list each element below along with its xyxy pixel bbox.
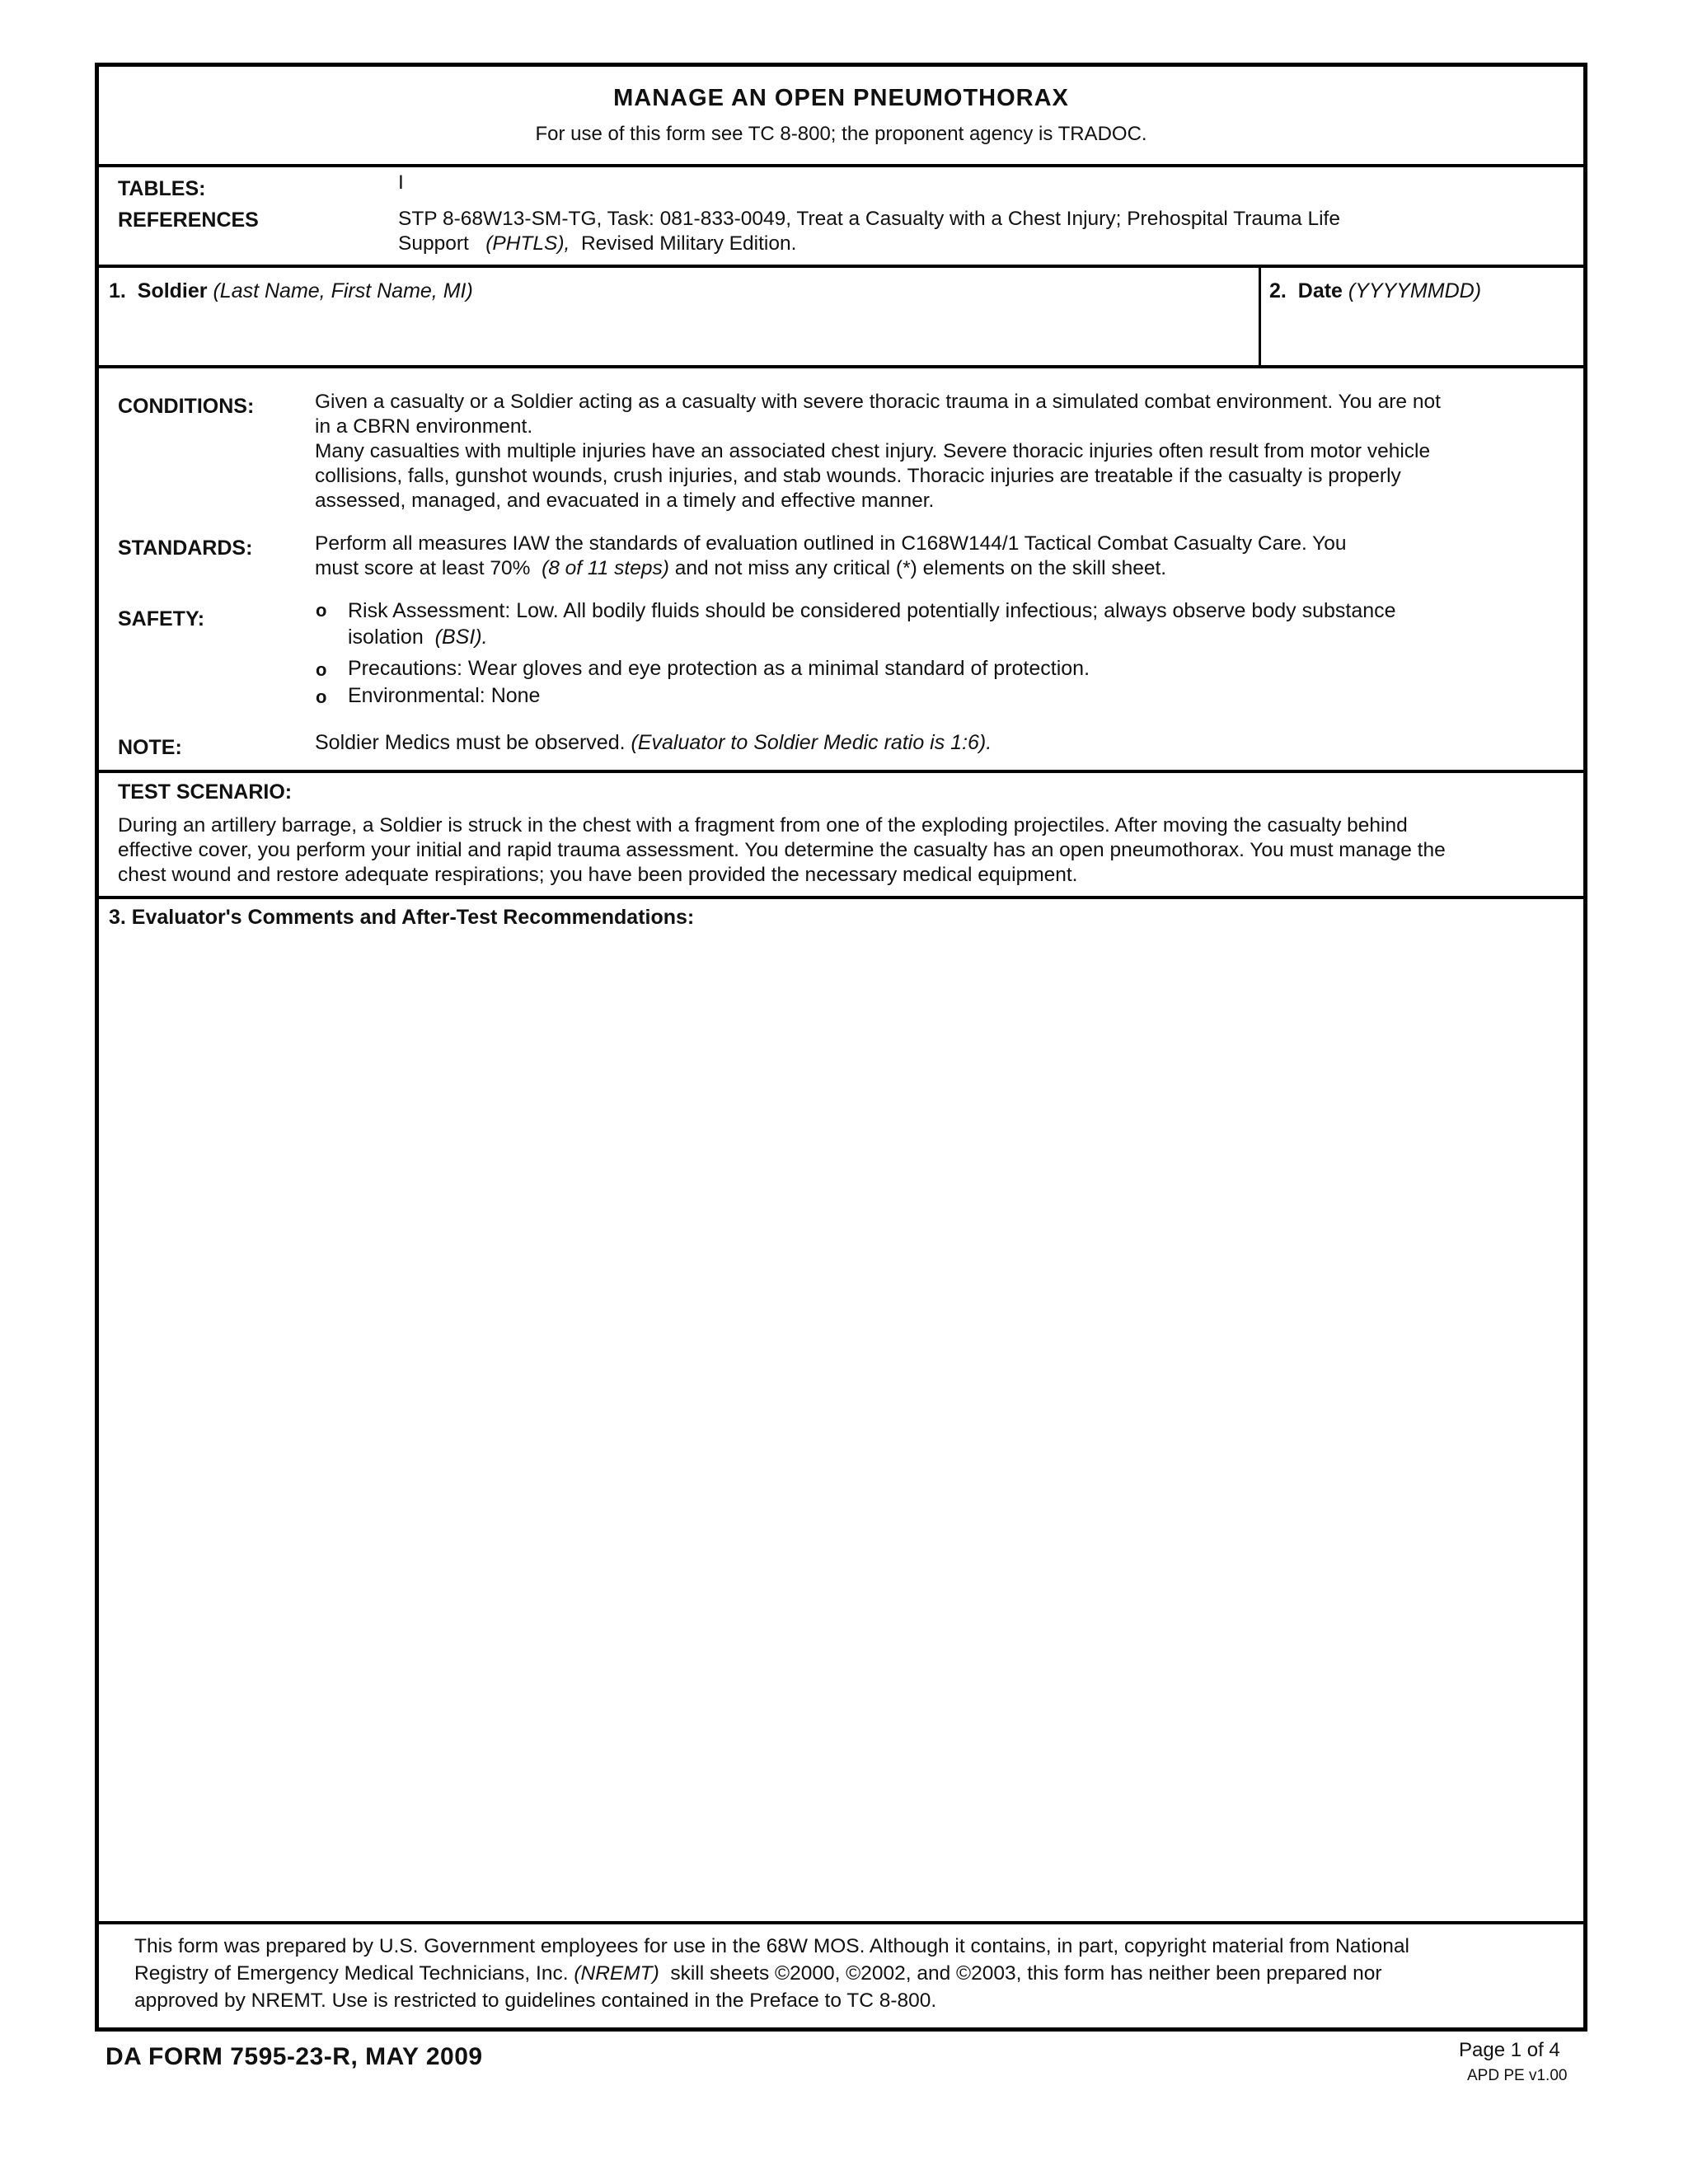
- standards-line2: must score at least 70% (8 of 11 steps) and not miss any critical (*) elements on the skill sheet.: [315, 557, 1167, 579]
- divider: [99, 896, 1583, 899]
- test-scenario-line: effective cover, you perform your initial and rapid trauma assessment. You determine the casualty has an open pneumothorax. You must manage the: [118, 839, 1446, 861]
- safety-risk-line1: Risk Assessment: Low. All bodily fluids should be considered potentially infectious; always observe body substance: [348, 599, 1396, 622]
- divider: [99, 164, 1583, 167]
- divider: [99, 365, 1583, 368]
- form-version: APD PE v1.00: [1467, 2067, 1568, 2084]
- bullet-icon: o: [316, 659, 327, 680]
- conditions-line: assessed, managed, and evacuated in a timely and effective manner.: [315, 490, 935, 512]
- disclaimer-line2: Registry of Emergency Medical Technicians, Inc. (NREMT) skill sheets ©2000, ©2002, and ©2003, this form has neither been prepared nor: [134, 1962, 1382, 1985]
- test-scenario-label: TEST SCENARIO:: [118, 780, 293, 804]
- date-input[interactable]: [1268, 306, 1573, 355]
- references-line2: Support (PHTLS), Revised Military Edition.: [398, 232, 797, 255]
- note-label: NOTE:: [118, 736, 182, 759]
- date-field-label: 2. Date (YYYYMMDD): [1269, 279, 1482, 302]
- safety-risk-line2: isolation (BSI).: [348, 626, 488, 649]
- references-label: REFERENCES: [118, 209, 259, 232]
- tables-label: TABLES:: [118, 177, 206, 200]
- bullet-icon: o: [316, 687, 327, 707]
- test-scenario-line: chest wound and restore adequate respirations; you have been provided the necessary medical equipment.: [118, 864, 1078, 886]
- page-number: Page 1 of 4: [1459, 2039, 1560, 2061]
- conditions-label: CONDITIONS:: [118, 395, 255, 418]
- comments-textarea[interactable]: [106, 937, 1577, 1910]
- test-scenario-line: During an artillery barrage, a Soldier is struck in the chest with a fragment from one of the exploding projectiles. After moving the casualty behind: [118, 814, 1408, 837]
- soldier-field-label: 1. Soldier (Last Name, First Name, MI): [109, 279, 473, 302]
- disclaimer-line3: approved by NREMT. Use is restricted to guidelines contained in the Preface to TC 8-800.: [134, 1990, 937, 2012]
- disclaimer-line1: This form was prepared by U.S. Government employees for use in the 68W MOS. Although it contains, in part, copyright material from National: [134, 1935, 1409, 1957]
- divider: [99, 265, 1583, 268]
- safety-precautions: Precautions: Wear gloves and eye protection as a minimal standard of protection.: [348, 657, 1090, 680]
- divider: [99, 1921, 1583, 1924]
- safety-label: SAFETY:: [118, 607, 205, 630]
- form-frame: [95, 63, 1587, 2032]
- form-id: DA FORM 7595-23-R, MAY 2009: [106, 2043, 483, 2070]
- form-title: MANAGE AN OPEN PNEUMOTHORAX: [613, 85, 1069, 111]
- form-subtitle: For use of this form see TC 8-800; the proponent agency is TRADOC.: [535, 123, 1147, 145]
- standards-label: STANDARDS:: [118, 537, 253, 560]
- conditions-line: Given a casualty or a Soldier acting as a casualty with severe thoracic trauma in a simulated combat environment. You are not: [315, 391, 1441, 413]
- note-text: Soldier Medics must be observed. (Evaluator to Soldier Medic ratio is 1:6).: [315, 731, 992, 754]
- conditions-line: collisions, falls, gunshot wounds, crush injuries, and stab wounds. Thoracic injuries are treatable if the casualty is properly: [315, 465, 1401, 487]
- field-divider: [1259, 265, 1261, 365]
- soldier-name-input[interactable]: [106, 306, 1251, 355]
- tables-value: I: [398, 171, 404, 194]
- divider: [99, 770, 1583, 773]
- references-line1: STP 8-68W13-SM-TG, Task: 081-833-0049, Treat a Casualty with a Chest Injury; Prehospital Trauma Life: [398, 208, 1340, 230]
- conditions-line: Many casualties with multiple injuries have an associated chest injury. Severe thoracic injuries often result from motor vehicle: [315, 440, 1431, 462]
- standards-line1: Perform all measures IAW the standards of evaluation outlined in C168W144/1 Tactical Combat Casualty Care. You: [315, 532, 1347, 555]
- safety-environmental: Environmental: None: [348, 684, 541, 707]
- comments-label: 3. Evaluator's Comments and After-Test Recommendations:: [109, 906, 695, 929]
- bullet-icon: o: [316, 600, 327, 621]
- conditions-line: in a CBRN environment.: [315, 415, 533, 438]
